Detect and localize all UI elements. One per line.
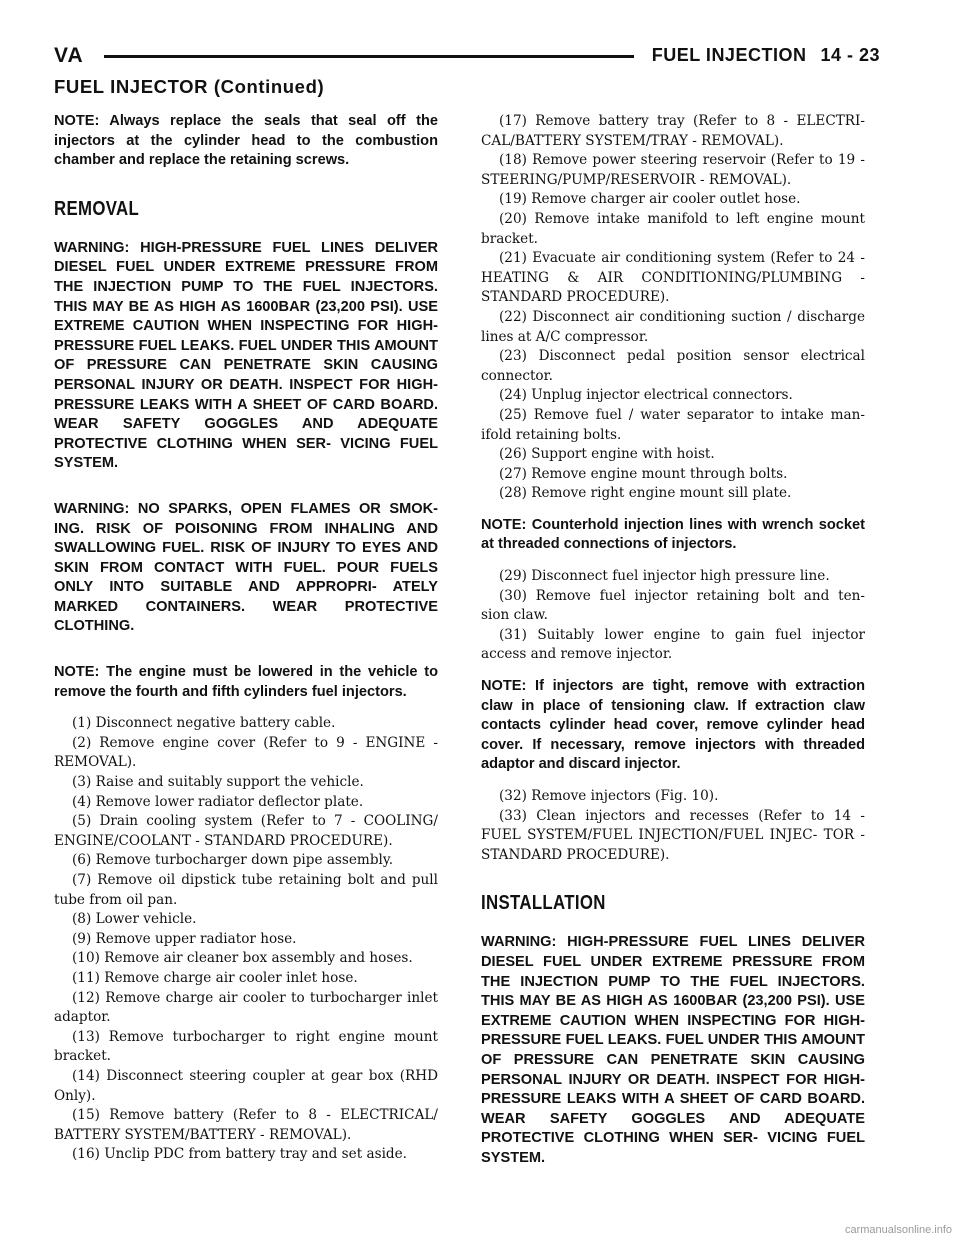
list-item: (24) Unplug injector electrical connectors. (499, 387, 793, 404)
header-rule (104, 55, 634, 58)
list-item: (27) Remove engine mount through bolts. (499, 465, 788, 482)
vehicle-code: VA (54, 44, 84, 67)
page-header (54, 44, 880, 70)
list-item: (25) Remove fuel / water separator to intake man- ifold retaining bolts. (481, 406, 865, 443)
note-extraction-claw: NOTE: If injectors are tight, remove with extraction claw in place of tensioning claw. If extraction claw contacts cylinder head cover, remove cylinder head cover. If necessary, remove injectors with threaded adaptor and discard injector. (481, 678, 865, 773)
list-item: (10) Remove air cleaner box assembly and hoses. (72, 950, 413, 967)
list-item: (19) Remove charger air cooler outlet hose. (499, 191, 801, 208)
continued-title: FUEL INJECTOR (Continued) (54, 76, 325, 97)
list-item: (14) Disconnect steering coupler at gear box (RHD Only). (54, 1067, 438, 1104)
note-seals: NOTE: Always replace the seals that seal off the injectors at the cylinder head to the combustion chamber and replace the retaining screws. (54, 113, 438, 169)
list-item: (6) Remove turbocharger down pipe assembly. (72, 852, 394, 869)
list-item: (18) Remove power steering reservoir (Refer to 19 - STEERING/PUMP/RESERVOIR - REMOVAL). (481, 152, 865, 188)
list-item: (2) Remove engine cover (Refer to 9 - ENGINE - REMOVAL). (54, 734, 438, 771)
list-item: (22) Disconnect air conditioning suction / discharge lines at A/C compressor. (481, 308, 865, 345)
list-item: (23) Disconnect pedal position sensor electrical connector. (481, 348, 865, 384)
removal-steps-1-16 (54, 714, 438, 1165)
warning-high-pressure-install: WARNING: HIGH-PRESSURE FUEL LINES DELIVER DIESEL FUEL UNDER EXTREME PRESSURE FROM THE INJECTION PUMP TO THE FUEL INJECTORS. THIS MAY BE AS HIGH AS 1600BAR (23,200 PSI). USE EXTREME CAUTION WHEN INSPECTING FOR HIGH-PRESSURE FUEL LEAKS. FUEL UNDER THIS AMOUNT OF PRESSURE CAN PENETRATE SKIN CAUSING PERSONAL INJURY OR DEATH. INSPECT FOR HIGH-PRESSURE LEAKS WITH A SHEET OF CARD BOARD. WEAR SAFETY GOGGLES AND ADEQUATE PROTECTIVE CLOTHING WHEN SER- VICING FUEL SYSTEM. (481, 934, 865, 1166)
list-item: (3) Raise and suitably support the vehicle. (72, 774, 364, 791)
list-item: (7) Remove oil dipstick tube retaining bolt and pull tube from oil pan. (54, 872, 438, 908)
header-section-page (652, 45, 880, 66)
list-item: (12) Remove charge air cooler to turbocharger inlet adaptor. (54, 989, 438, 1026)
removal-steps-32-33 (481, 787, 865, 865)
right-column (481, 112, 865, 1169)
list-item: (32) Remove injectors (Fig. 10). (499, 788, 719, 804)
list-item: (33) Clean injectors and recesses (Refer to 14 - FUEL SYSTEM/FUEL INJECTION/FUEL INJEC- TOR - STANDARD PROCEDURE). (481, 807, 865, 863)
removal-steps-17-28 (481, 112, 865, 504)
left-column (54, 112, 438, 1165)
list-item: (15) Remove battery (Refer to 8 - ELECTRICAL/ BATTERY SYSTEM/BATTERY - REMOVAL). (54, 1107, 438, 1143)
list-item: (1) Disconnect negative battery cable. (72, 715, 336, 732)
list-item: (5) Drain cooling system (Refer to 7 - COOLING/ ENGINE/COOLANT - STANDARD PROCEDURE). (54, 813, 438, 849)
list-item: (28) Remove right engine mount sill plate. (499, 485, 792, 502)
list-item: (4) Remove lower radiator deflector plate. (72, 793, 364, 810)
list-item: (29) Disconnect fuel injector high pressure line. (499, 568, 830, 585)
installation-heading: INSTALLATION (481, 891, 606, 915)
list-item: (9) Remove upper radiator hose. (72, 930, 297, 947)
list-item: (8) Lower vehicle. (72, 911, 197, 928)
list-item: (30) Remove fuel injector retaining bolt and ten- sion claw. (481, 587, 865, 624)
warning-high-pressure: WARNING: HIGH-PRESSURE FUEL LINES DELIVER DIESEL FUEL UNDER EXTREME PRESSURE FROM THE INJECTION PUMP TO THE FUEL INJECTORS. THIS MAY BE AS HIGH AS 1600BAR (23,200 PSI). USE EXTREME CAUTION WHEN INSPECTING FOR HIGH-PRESSURE FUEL LEAKS. FUEL UNDER THIS AMOUNT OF PRESSURE CAN PENETRATE SKIN CAUSING PERSONAL INJURY OR DEATH. INSPECT FOR HIGH-PRESSURE LEAKS WITH A SHEET OF CARD BOARD. WEAR SAFETY GOGGLES AND ADEQUATE PROTECTIVE CLOTHING WHEN SER- VICING FUEL SYSTEM. (54, 239, 438, 472)
warning-no-sparks: WARNING: NO SPARKS, OPEN FLAMES OR SMOK- ING. RISK OF POISONING FROM INHALING AND SWALLOWING FUEL. RISK OF INJURY TO EYES AND SKIN FROM CONTACT WITH FUEL. POUR FUELS ONLY INTO SUITABLE AND APPROPRI- ATELY MARKED CONTAINERS. WEAR PROTECTIVE CLOTHING. (54, 500, 438, 635)
section-title: FUEL INJECTION (651, 45, 807, 65)
list-item: (21) Evacuate air conditioning system (Refer to 24 - HEATING & AIR CONDITIONING/PLUMBING - STANDARD PROCEDURE). (481, 250, 865, 306)
list-item: (11) Remove charge air cooler inlet hose. (72, 969, 358, 986)
page-number: 14 - 23 (820, 45, 880, 65)
list-item: (13) Remove turbocharger to right engine mount bracket. (54, 1028, 438, 1065)
note-counterhold: NOTE: Counterhold injection lines with wrench socket at threaded connections of injectors. (481, 516, 865, 553)
list-item: (16) Unclip PDC from battery tray and set aside. (72, 1146, 407, 1163)
list-item: (20) Remove intake manifold to left engine mount bracket. (481, 210, 865, 247)
removal-steps-29-31 (481, 567, 865, 665)
note-lower-engine: NOTE: The engine must be lowered in the vehicle to remove the fourth and fifth cylinders fuel injectors. (54, 664, 438, 700)
list-item: (26) Support engine with hoist. (499, 446, 715, 463)
watermark: carmanualsonline.info (844, 1224, 952, 1236)
list-item: (31) Suitably lower engine to gain fuel injector access and remove injector. (481, 626, 865, 663)
removal-heading: REMOVAL (54, 196, 140, 220)
list-item: (17) Remove battery tray (Refer to 8 - ELECTRI- CAL/BATTERY SYSTEM/TRAY - REMOVAL). (481, 113, 865, 149)
